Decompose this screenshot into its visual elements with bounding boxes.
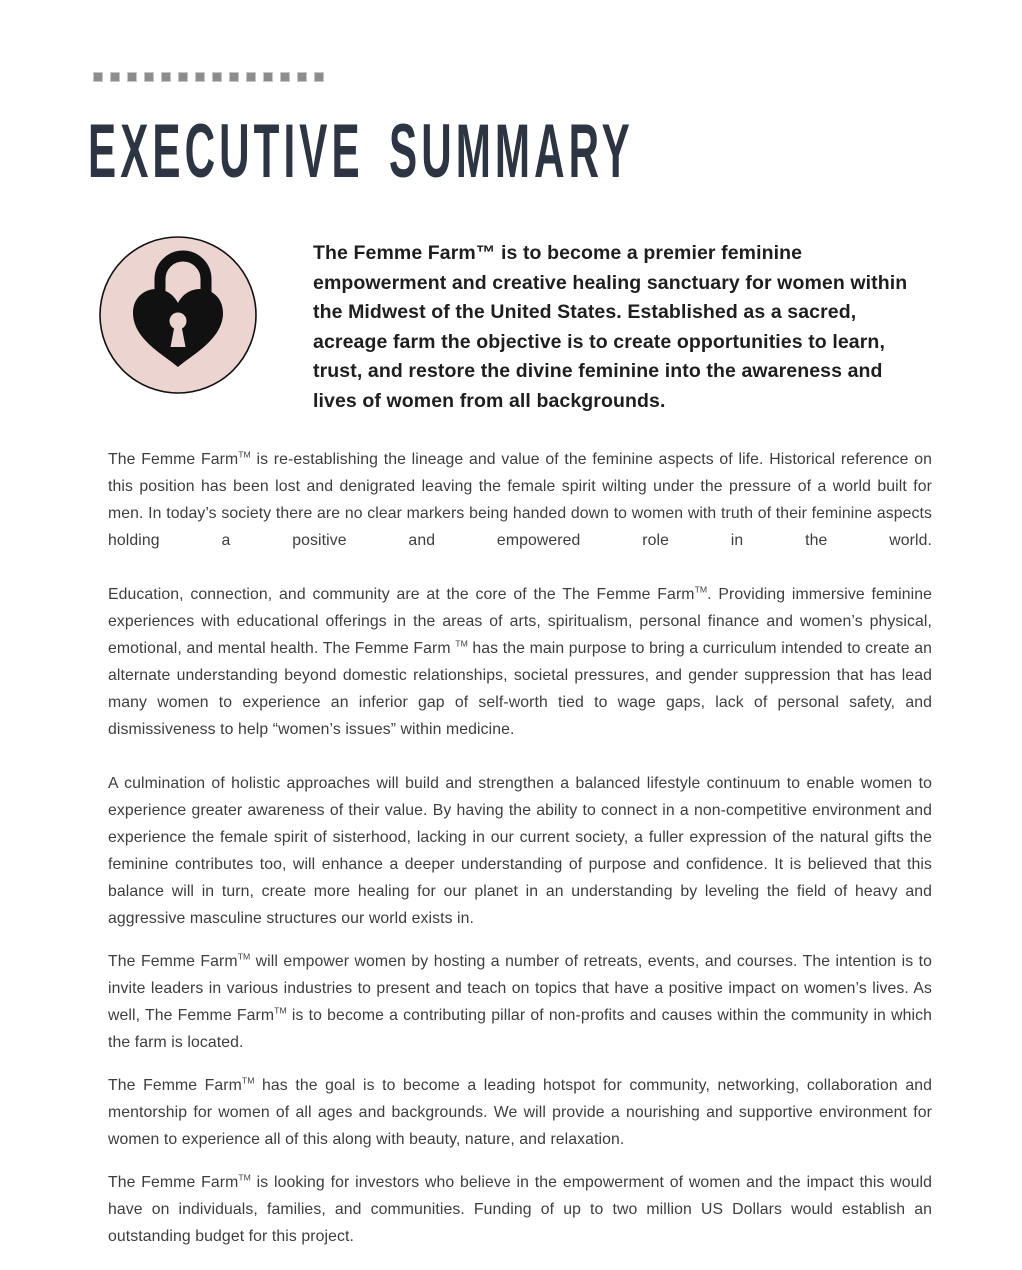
decor-square	[144, 72, 154, 82]
trademark-superscript: TM	[274, 1005, 287, 1016]
decor-squares	[93, 72, 1022, 83]
decor-square	[246, 72, 256, 82]
decor-square	[195, 72, 205, 82]
trademark-superscript: TM	[455, 638, 468, 649]
trademark-superscript: TM	[238, 1172, 251, 1183]
body-copy	[108, 446, 932, 1250]
paragraph-4: The Femme Farm™ will empower women by hosting a number of retreats, events, and courses. The intention is to invite leaders in various industries to present and teach on topics that have a positive impact on women’s lives. As well, The Femme Farm™ is to become a contributing pillar of non-profits and causes within the community in which the farm is located.	[108, 951, 932, 1051]
title-wrap	[88, 110, 1022, 195]
decor-square	[280, 72, 290, 82]
decor-square	[178, 72, 188, 82]
decor-square	[297, 72, 307, 82]
trademark-superscript: TM	[241, 1075, 255, 1086]
decor-square	[314, 72, 324, 82]
trademark-superscript: TM	[694, 584, 708, 595]
decor-square	[161, 72, 171, 82]
decor-square	[127, 72, 137, 82]
decor-square	[110, 72, 120, 82]
trademark-superscript: TM	[238, 449, 251, 460]
decor-square	[263, 72, 273, 82]
page-title: EXECUTIVE SUMMARY	[88, 110, 634, 195]
decor-square	[212, 72, 222, 82]
paragraph-2: Education, connection, and community are at the core of the The Femme Farm™. Providing immersive feminine experiences with educational offerings in the areas of arts, spiritualism, personal finance and women’s physical, emotional, and mental health. The Femme Farm ™ has the main purpose to bring a curriculum intended to create an alternate understanding beyond domestic relationships, societal pressures, and gender suppression that has lead many women to experience an inferior gap of self-worth tied to wage gaps, lack of personal safety, and dismissiveness to help “women’s issues” within medicine.	[108, 584, 932, 738]
paragraph-5: The Femme Farm™ has the goal is to become a leading hotspot for community, networking, collaboration and mentorship for women of all ages and backgrounds. We will provide a nourishing and supportive environment for women to experience all of this along with beauty, nature, and relaxation.	[108, 1075, 932, 1148]
hero-section	[98, 235, 930, 416]
paragraph-3: A culmination of holistic approaches will build and strengthen a balanced lifestyle continuum to enable women to experience greater awareness of their value. By having the ability to connect in a non-competitive environment and experience the female spirit of sisterhood, lacking in our current society, a fuller expression of the natural gifts the feminine contributes too, will enhance a deeper understanding of purpose and confidence. It is believed that this balance will in turn, create more healing for our planet in an understanding by leveling the field of heavy and aggressive masculine structures our world exists in.	[108, 775, 932, 927]
heart-lock-icon	[98, 235, 258, 395]
paragraph-1: The Femme Farm™ is re-establishing the lineage and value of the feminine aspects of life. Historical reference on this position has been lost and denigrated leaving the female spirit wilting under the pressure of a world built for men. In today’s society there are no clear markers being handed down to women with truth of their feminine aspects holding a positive and empowered role in the world.	[108, 449, 932, 549]
hero-text: The Femme Farm™ is to become a premier feminine empowerment and creative healing sanctuary for women within the Midwest of the United States. Established as a sacred, acreage farm the objective is to create opportunities to learn, trust, and restore the divine feminine into the awareness and lives of women from all backgrounds.	[313, 242, 908, 412]
trademark-superscript: TM	[237, 951, 251, 962]
paragraph-6: The Femme Farm™ is looking for investors who believe in the empowerment of women and the impact this would have on individuals, families, and communities. Funding of up to two million US Dollars would establish an outstanding budget for this project.	[108, 1172, 932, 1245]
decor-square	[229, 72, 239, 82]
decor-square	[93, 72, 103, 82]
